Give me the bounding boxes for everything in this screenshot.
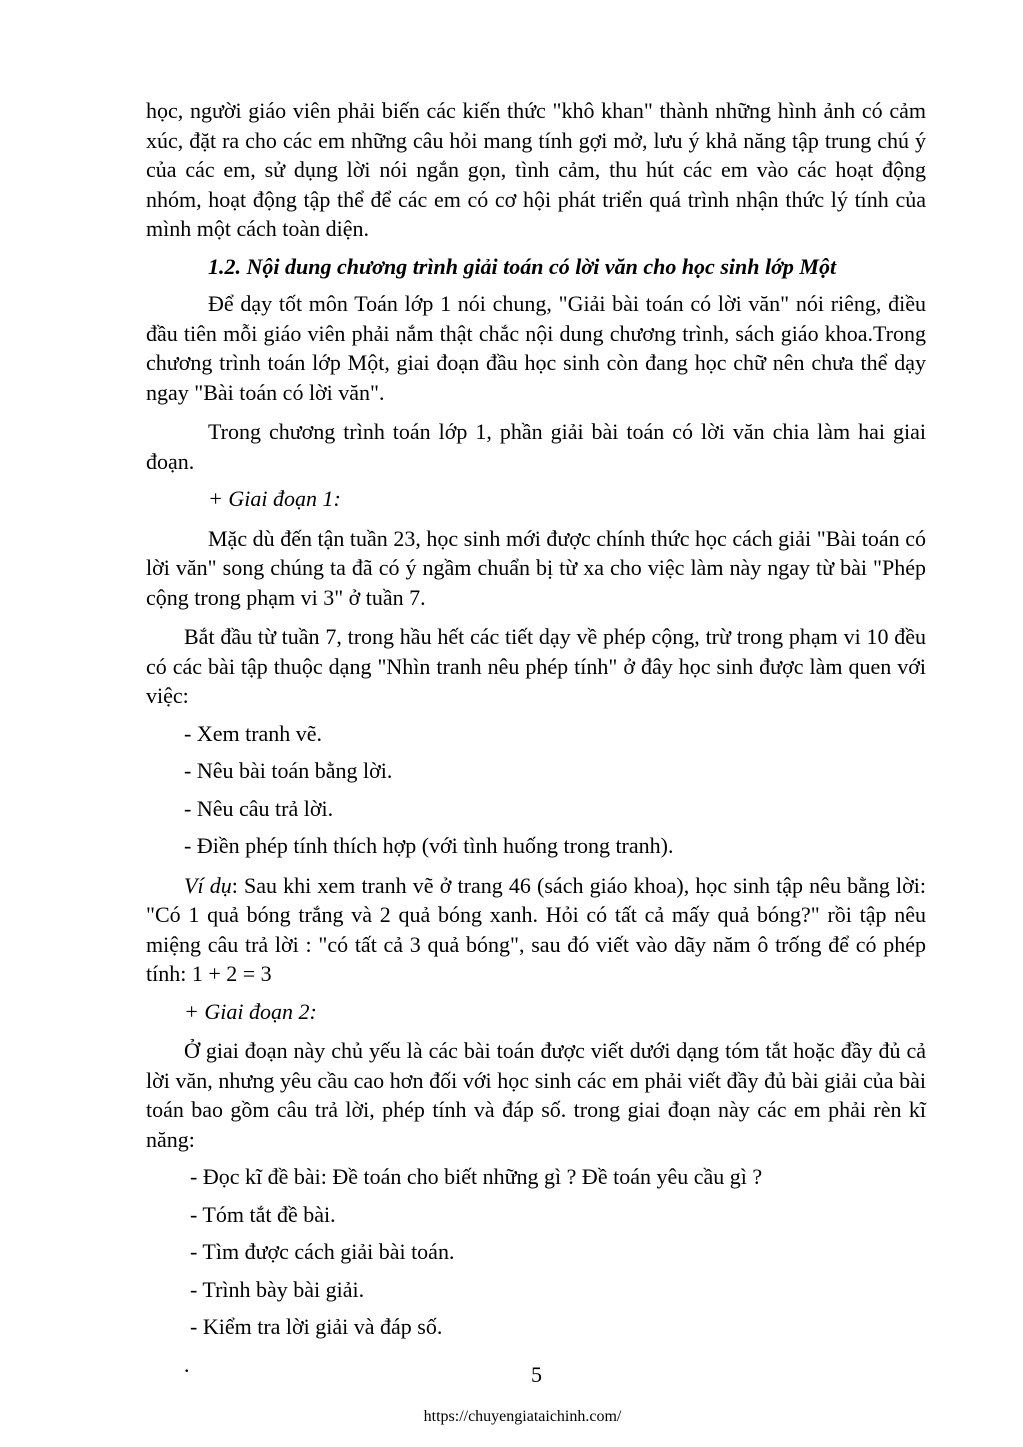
paragraph-week-7: Bắt đầu từ tuần 7, trong hầu hết các tiết dạy về phép cộng, trừ trong phạm vi 10 đều có các bài tập thuộc dạng "Nhìn tranh nêu phép tính" ở đây học sinh được làm quen với việc: xyxy=(146,624,926,708)
footer-url[interactable]: https://chuyengiataichinh.com/ xyxy=(423,1408,622,1425)
page-number: 5 xyxy=(531,1362,542,1387)
list-item: - Điền phép tính thích hợp (với tình huống trong tranh). xyxy=(184,833,674,858)
list-item: - Trình bày bài giải. xyxy=(190,1276,365,1302)
paragraph-stage-1: Mặc dù đến tận tuần 23, học sinh mới được chính thức học cách giải "Bài toán có lời văn" song chúng ta đã có ý ngầm chuẩn bị từ xa cho việc làm này ngay từ bài "Phép cộng trong phạm vi 3" ở tuần 7. xyxy=(146,525,926,610)
stage-1-label: + Giai đoạn 1: xyxy=(208,486,341,511)
list-item: - Kiểm tra lời giải và đáp số. xyxy=(190,1314,443,1339)
section-heading: 1.2. Nội dung chương trình giải toán có lời văn cho học sinh lớp Một xyxy=(208,253,837,279)
list-item: - Tìm được cách giải bài toán. xyxy=(190,1239,455,1264)
stage-2-label: + Giai đoạn 2: xyxy=(184,998,317,1024)
list-item: - Nêu câu trả lời. xyxy=(184,795,334,821)
paragraph-stages: Trong chương trình toán lớp 1, phần giải bài toán có lời văn chia làm hai giai đoạn. xyxy=(146,419,926,474)
list-item: - Nêu bài toán bằng lời. xyxy=(184,758,393,783)
trailing-dot: . xyxy=(184,1351,190,1377)
example-label: Ví dụ xyxy=(184,872,232,898)
list-item: - Đọc kĩ đề bài: Đề toán cho biết những gì ? Đề toán yêu cầu gì ? xyxy=(190,1164,763,1189)
document-body xyxy=(146,96,926,1401)
list-item: - Xem tranh vẽ. xyxy=(184,720,323,746)
list-item: - Tóm tắt đề bài. xyxy=(190,1201,336,1227)
paragraph-example xyxy=(146,871,926,989)
example-text: : Sau khi xem tranh vẽ ở trang 46 (sách giáo khoa), học sinh tập nêu bằng lời: "Có 1 quả bóng trắng và 2 quả bóng xanh. Hỏi có tất cả mấy quả bóng?" rồi tập nêu miệng câu trả lời : "có tất cả 3 quả bóng", sau đó viết vào dãy năm ô trống để có phép tính: 1 + 2 = 3 xyxy=(146,872,926,986)
paragraph-intro: học, người giáo viên phải biến các kiến thức "khô khan" thành những hình ảnh có cảm xúc, đặt ra cho các em những câu hỏi mang tính gợi mở, lưu ý khả năng tập trung chú ý của các em, sử dụng lời nói ngắn gọn, tình cảm, thu hút các em vào các hoạt động nhóm, hoạt động tập thể để các em có cơ hội phát triển quá trình nhận thức lý tính của mình một cách toàn diện. xyxy=(146,98,926,241)
paragraph-content: Để dạy tốt môn Toán lớp 1 nói chung, "Giải bài toán có lời văn" nói riêng, điều đầu tiên mỗi giáo viên phải nắm thật chắc nội dung chương trình, sách giáo khoa.Trong chương trình toán lớp Một, giai đoạn đầu học sinh còn đang học chữ nên chưa thể dạy ngay "Bài toán có lời văn". xyxy=(146,291,926,405)
paragraph-stage-2: Ở giai đoạn này chủ yếu là các bài toán được viết dưới dạng tóm tắt hoặc đầy đủ cả lời văn, nhưng yêu cầu cao hơn đối với học sinh các em phải viết đầy đủ bài giải của bài toán bao gồm câu trả lời, phép tính và đáp số. trong giai đoạn này các em phải rèn kĩ năng: xyxy=(146,1038,926,1152)
